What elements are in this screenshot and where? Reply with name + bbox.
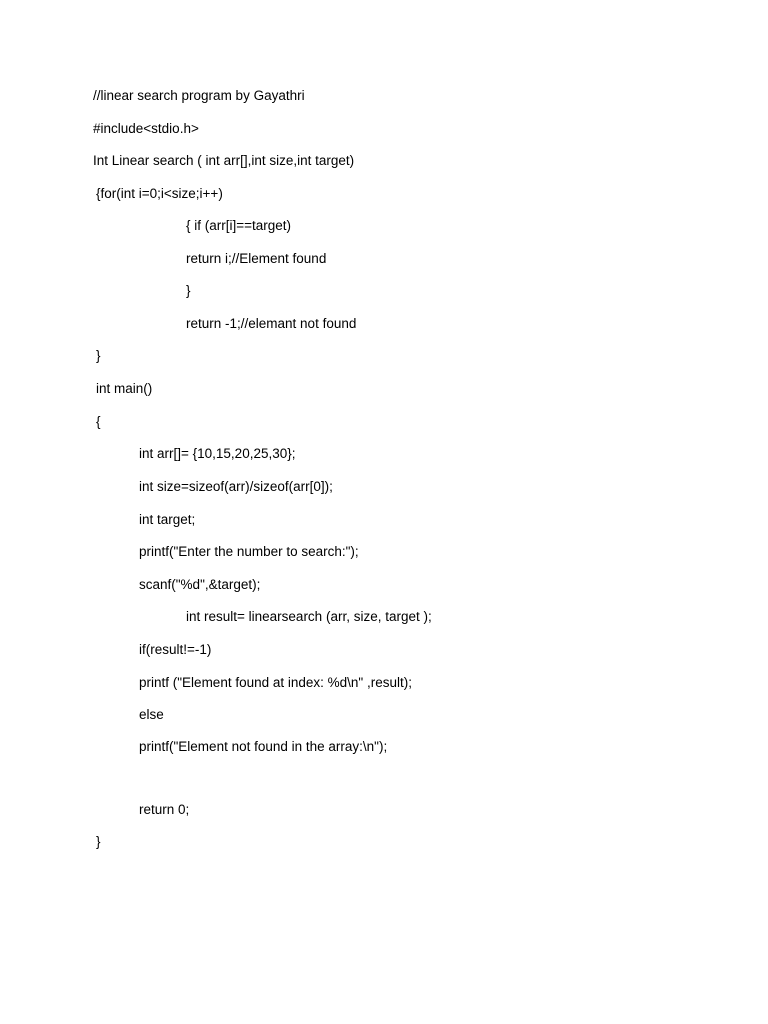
code-line: } [96, 348, 101, 363]
code-line: { if (arr[i]==target) [186, 218, 292, 233]
code-line: int arr[]= {10,15,20,25,30}; [139, 446, 296, 461]
code-line: int target; [139, 512, 196, 527]
code-line: #include<stdio.h> [93, 121, 199, 136]
code-line: int result= linearsearch (arr, size, target ); [186, 609, 432, 624]
code-line: int main() [96, 381, 153, 396]
code-line: printf("Element not found in the array:\n"); [139, 739, 388, 754]
code-line: { [96, 414, 101, 429]
code-line: } [186, 283, 191, 298]
code-line: int size=sizeof(arr)/sizeof(arr[0]); [139, 479, 333, 494]
code-line: Int Linear search ( int arr[],int size,int target) [93, 153, 355, 168]
code-line: return 0; [139, 802, 190, 817]
code-line: return -1;//elemant not found [186, 316, 357, 331]
code-line: } [96, 834, 101, 849]
code-line: //linear search program by Gayathri [93, 88, 305, 103]
code-line: else [139, 707, 164, 722]
code-line: scanf("%d",&target); [139, 577, 261, 592]
code-line: return i;//Element found [186, 251, 327, 266]
code-line: printf ("Element found at index: %d\n" ,result); [139, 675, 412, 690]
code-line: printf("Enter the number to search:"); [139, 544, 359, 559]
code-line: {for(int i=0;i<size;i++) [96, 186, 223, 201]
code-line: if(result!=-1) [139, 642, 212, 657]
